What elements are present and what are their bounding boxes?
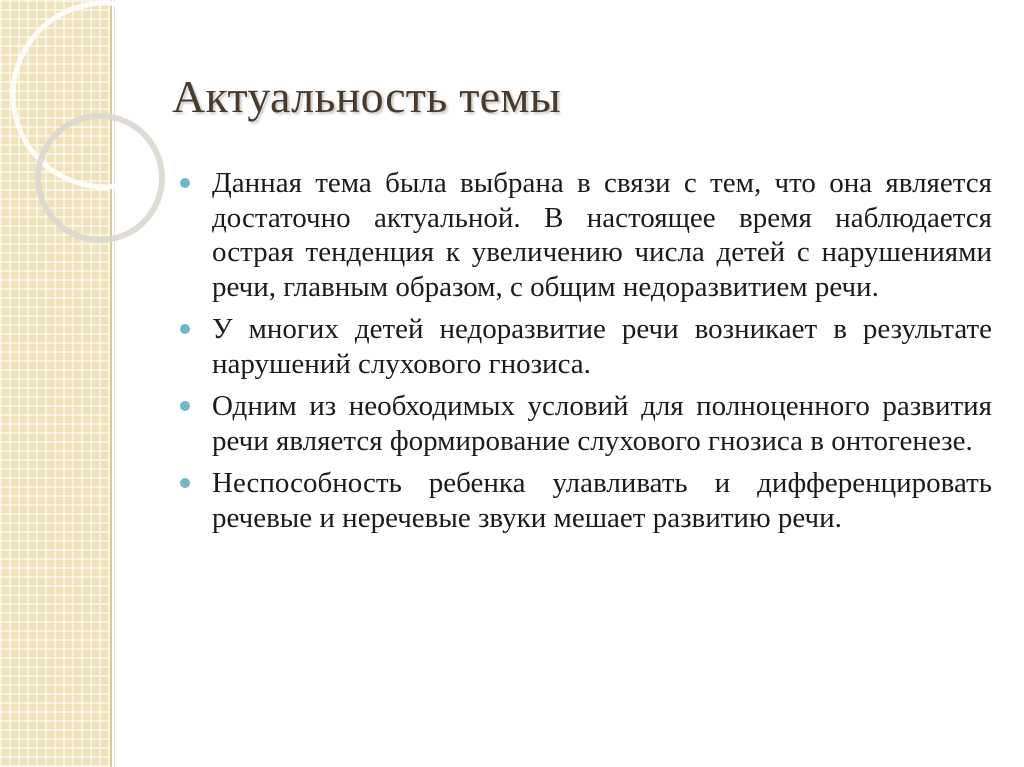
bullet-text: Неспособность ребенка улавливать и дифференцировать речевые и неречевые звуки мешает развитию речи. bbox=[212, 467, 992, 534]
bullet-item-1 bbox=[180, 166, 992, 304]
bullet-text: У многих детей недоразвитие речи возникает в результате нарушений слухового гнозиса. bbox=[212, 313, 992, 380]
bullet-item-2 bbox=[180, 312, 992, 381]
bullet-item-4 bbox=[180, 466, 992, 535]
bullet-dot-icon bbox=[180, 324, 190, 334]
bullet-list bbox=[180, 166, 992, 543]
bullet-dot-icon bbox=[180, 178, 190, 188]
slide-title: Актуальность темы bbox=[172, 71, 562, 122]
bullet-dot-icon bbox=[180, 478, 190, 488]
bullet-item-3 bbox=[180, 389, 992, 458]
bullet-dot-icon bbox=[180, 401, 190, 411]
bullet-text: Данная тема была выбрана в связи с тем, что она является достаточно актуальной. В настоящее время наблюдается острая тенденция к увеличению числа детей с нарушениями речи, главным образом, с общим недоразвитием речи. bbox=[212, 167, 992, 303]
bullet-text: Одним из необходимых условий для полноценного развития речи является формирование слухового гнозиса в онтогенезе. bbox=[212, 390, 992, 457]
